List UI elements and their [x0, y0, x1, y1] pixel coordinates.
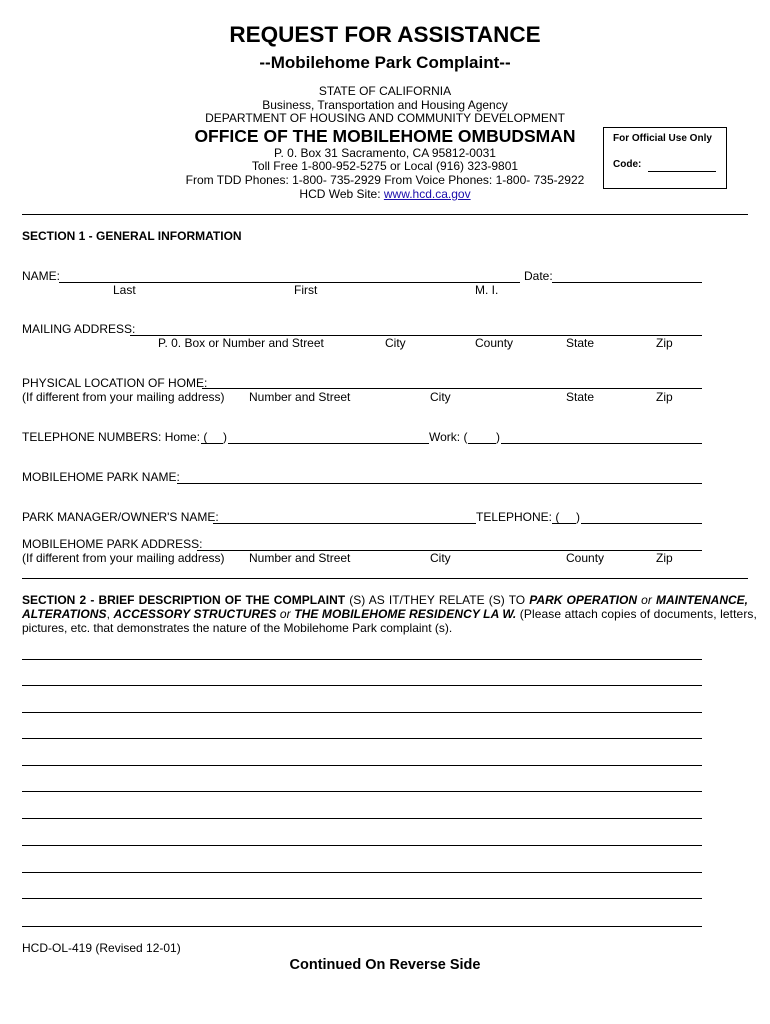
- date-field[interactable]: [552, 282, 702, 283]
- website-link[interactable]: www.hcd.ca.gov: [383, 187, 471, 201]
- name-sub-last: Last: [113, 283, 136, 297]
- mailing-address-label: MAILING ADDRESS:: [22, 322, 136, 336]
- mailing-sub-county: County: [475, 336, 514, 350]
- complaint-line[interactable]: [22, 872, 702, 873]
- section2-attach-note: (Please attach copies of documents, letters,: [516, 607, 757, 621]
- term-alterations: ALTERATIONS: [22, 607, 107, 621]
- physical-location-note: (If different from your mailing address): [22, 390, 225, 404]
- mailing-sub-city: City: [385, 336, 406, 350]
- park-address-note: (If different from your mailing address): [22, 551, 225, 565]
- complaint-line[interactable]: [22, 845, 702, 846]
- or-text-2: or: [276, 607, 295, 621]
- work-phone-label: Work: (: [429, 430, 468, 444]
- header-divider: [22, 214, 748, 215]
- continued-note: Continued On Reverse Side: [289, 957, 481, 973]
- complaint-line[interactable]: [22, 926, 702, 927]
- complaint-line[interactable]: [22, 659, 702, 660]
- term-park-operation: PARK OPERATION: [529, 593, 638, 607]
- complaint-line[interactable]: [22, 898, 702, 899]
- physical-sub-street: Number and Street: [249, 390, 351, 404]
- term-residency-law: THE MOBILEHOME RESIDENCY LA W.: [294, 607, 517, 621]
- state-name: STATE OF CALIFORNIA: [318, 84, 452, 98]
- home-paren-close: ): [223, 430, 227, 444]
- physical-location-label: PHYSICAL LOCATION OF HOME:: [22, 376, 208, 390]
- code-label: Code:: [613, 159, 642, 170]
- name-sub-mi: M. I.: [475, 283, 499, 297]
- term-maintenance: MAINTENANCE,: [656, 593, 748, 607]
- official-use-box: [603, 127, 727, 189]
- park-address-sub-zip: Zip: [656, 551, 673, 565]
- name-sub-first: First: [294, 283, 318, 297]
- section2-attach-note-2: pictures, etc. that demonstrates the nature of the Mobilehome Park complaint (s).: [22, 621, 453, 635]
- website-line: [0, 187, 770, 201]
- form-id: HCD-OL-419 (Revised 12-01): [22, 941, 181, 955]
- office-name: OFFICE OF THE MOBILEHOME OMBUDSMAN: [194, 126, 576, 146]
- section2-heading-rest: (S) AS IT/THEY RELATE (S) TO: [345, 593, 530, 607]
- work-paren-close: ): [496, 430, 500, 444]
- manager-name-field[interactable]: [213, 523, 476, 524]
- manager-telephone-field[interactable]: [581, 523, 702, 524]
- park-name-label: MOBILEHOME PARK NAME:: [22, 470, 180, 484]
- complaint-line[interactable]: [22, 738, 702, 739]
- official-use-title: For Official Use Only: [613, 133, 712, 144]
- toll-free-phone: Toll Free 1-800-952-5275 or Local (916) 323-9801: [251, 159, 519, 173]
- manager-area-code-field[interactable]: [552, 523, 576, 524]
- park-address-sub-city: City: [430, 551, 451, 565]
- complaint-line[interactable]: [22, 712, 702, 713]
- code-field[interactable]: [648, 171, 716, 172]
- tdd-phone: From TDD Phones: 1-800- 735-2929 From Voice Phones: 1-800- 735-2922: [185, 173, 585, 187]
- physical-sub-state: State: [566, 390, 595, 404]
- name-label: NAME:: [22, 269, 61, 283]
- mailing-sub-zip: Zip: [656, 336, 673, 350]
- park-address-label: MOBILEHOME PARK ADDRESS:: [22, 537, 203, 551]
- park-address-sub-street: Number and Street: [249, 551, 351, 565]
- complaint-line[interactable]: [22, 791, 702, 792]
- mailing-sub-state: State: [566, 336, 595, 350]
- comma-text: ,: [106, 607, 114, 621]
- department-name: DEPARTMENT OF HOUSING AND COMMUNITY DEVELOPMENT: [205, 111, 565, 125]
- website-label: HCD Web Site:: [299, 187, 384, 201]
- form-title: REQUEST FOR ASSISTANCE: [229, 22, 541, 47]
- home-phone-label: TELEPHONE NUMBERS: Home: (: [22, 430, 208, 444]
- office-address: P. 0. Box 31 Sacramento, CA 95812-0031: [274, 146, 496, 160]
- section2-heading: [22, 593, 757, 635]
- section-divider: [22, 578, 748, 579]
- physical-sub-zip: Zip: [656, 390, 673, 404]
- complaint-line[interactable]: [22, 685, 702, 686]
- or-text-1: or: [637, 593, 656, 607]
- park-name-field[interactable]: [177, 483, 702, 484]
- home-area-code-field[interactable]: [201, 443, 223, 444]
- complaint-line[interactable]: [22, 818, 702, 819]
- manager-telephone-label: TELEPHONE: (: [476, 510, 560, 524]
- form-subtitle: --Mobilehome Park Complaint--: [259, 53, 511, 72]
- work-phone-field[interactable]: [501, 443, 702, 444]
- park-address-sub-county: County: [566, 551, 605, 565]
- home-phone-field[interactable]: [228, 443, 429, 444]
- manager-paren-close: ): [576, 510, 580, 524]
- physical-location-field[interactable]: [202, 388, 702, 389]
- complaint-line[interactable]: [22, 765, 702, 766]
- agency-name: Business, Transportation and Housing Agency: [262, 98, 508, 112]
- term-accessory-structures: ACCESSORY STRUCTURES: [113, 607, 277, 621]
- section1-heading: SECTION 1 - GENERAL INFORMATION: [22, 229, 242, 243]
- mailing-sub-street: P. 0. Box or Number and Street: [158, 336, 324, 350]
- work-area-code-field[interactable]: [468, 443, 496, 444]
- date-label: Date:: [524, 269, 553, 283]
- section2-heading-title: SECTION 2 - BRIEF DESCRIPTION OF THE COMPLAINT: [22, 593, 346, 607]
- manager-name-label: PARK MANAGER/OWNER'S NAME:: [22, 510, 219, 524]
- physical-sub-city: City: [430, 390, 451, 404]
